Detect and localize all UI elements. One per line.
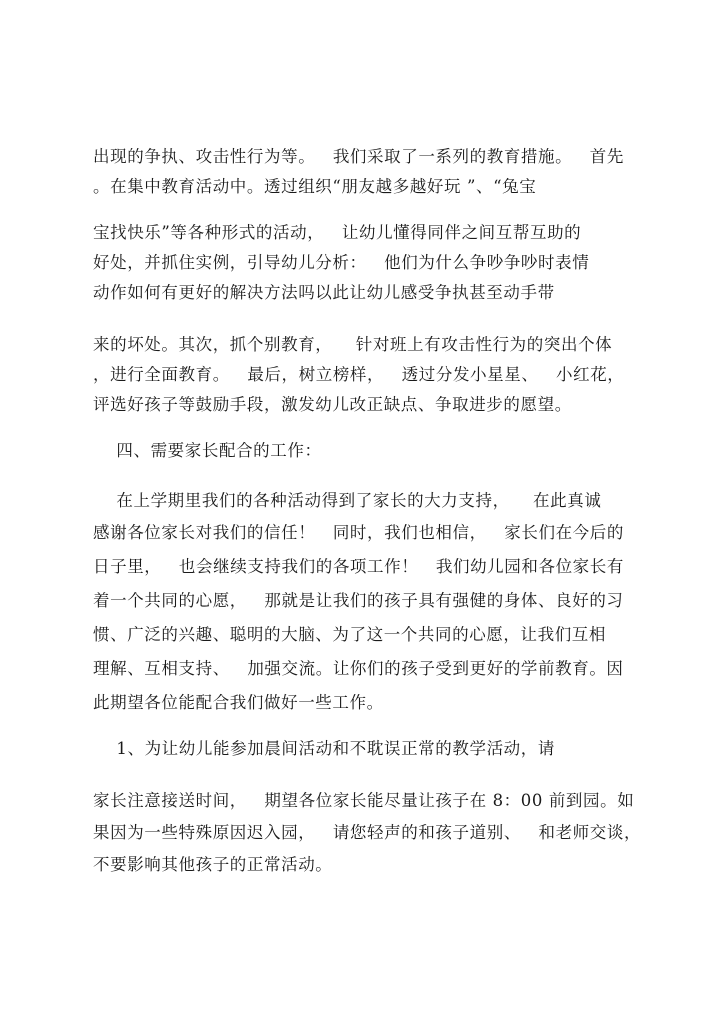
text-line: 。在集中教育活动中。透过组织“朋友越多越好玩 ”、“兔宝 [93, 177, 537, 196]
text-line: 此期望各位能配合我们做好一些工作。 [93, 693, 384, 712]
list-item: 1、为让幼儿能参加晨间活动和不耽误正常的教学活动，请 [93, 739, 555, 758]
text-line: 家长注意接送时间， 期望各位家长能尽量让孩子在 8：00 前到园。如 [93, 791, 635, 810]
text-line: 宝找快乐”等各种形式的活动， 让幼儿懂得同伴之间互帮互助的 [93, 223, 582, 242]
text-line: 果因为一些特殊原因迟入园， 请您轻声的和孩子道别、 和老师交谈， [93, 823, 642, 842]
text-line: 理解、互相支持、 加强交流。让你们的孩子受到更好的学前教育。因 [93, 659, 624, 678]
text-line: 动作如何有更好的解决方法吗以此让幼儿感受争执甚至动手带 [93, 283, 555, 302]
section-heading: 四、需要家长配合的工作： [93, 441, 322, 460]
text-line: 着一个共同的心愿， 那就是让我们的孩子具有强健的身体、良好的习 [93, 591, 624, 610]
text-line: 评选好孩子等鼓励手段，激发幼儿改正缺点、争取进步的愿望。 [93, 395, 572, 414]
text-line: 好处，并抓住实例，引导幼儿分析： 他们为什么争吵争吵时表情 [93, 253, 590, 272]
text-line: 在上学期里我们的各种活动得到了家长的大力支持， 在此真诚 [93, 491, 602, 510]
text-line: 不要影响其他孩子的正常活动。 [93, 855, 333, 874]
text-line: ，进行全面教育。 最后，树立榜样， 透过分发小星星、 小红花， [93, 365, 625, 384]
text-line: 来的坏处。其次，抓个别教育， 针对班上有攻击性行为的突出个体 [93, 335, 613, 354]
text-line: 惯、广泛的兴趣、聪明的大脑、为了这一个共同的心愿，让我们互相 [93, 625, 606, 644]
text-line: 感谢各位家长对我们的信任！ 同时，我们也相信， 家长们在今后的 [93, 523, 624, 542]
text-line: 日子里， 也会继续支持我们的各项工作！ 我们幼儿园和各位家长有 [93, 557, 624, 576]
text-line: 出现的争执、攻击性行为等。 我们采取了一系列的教育措施。 首先 [93, 147, 624, 166]
